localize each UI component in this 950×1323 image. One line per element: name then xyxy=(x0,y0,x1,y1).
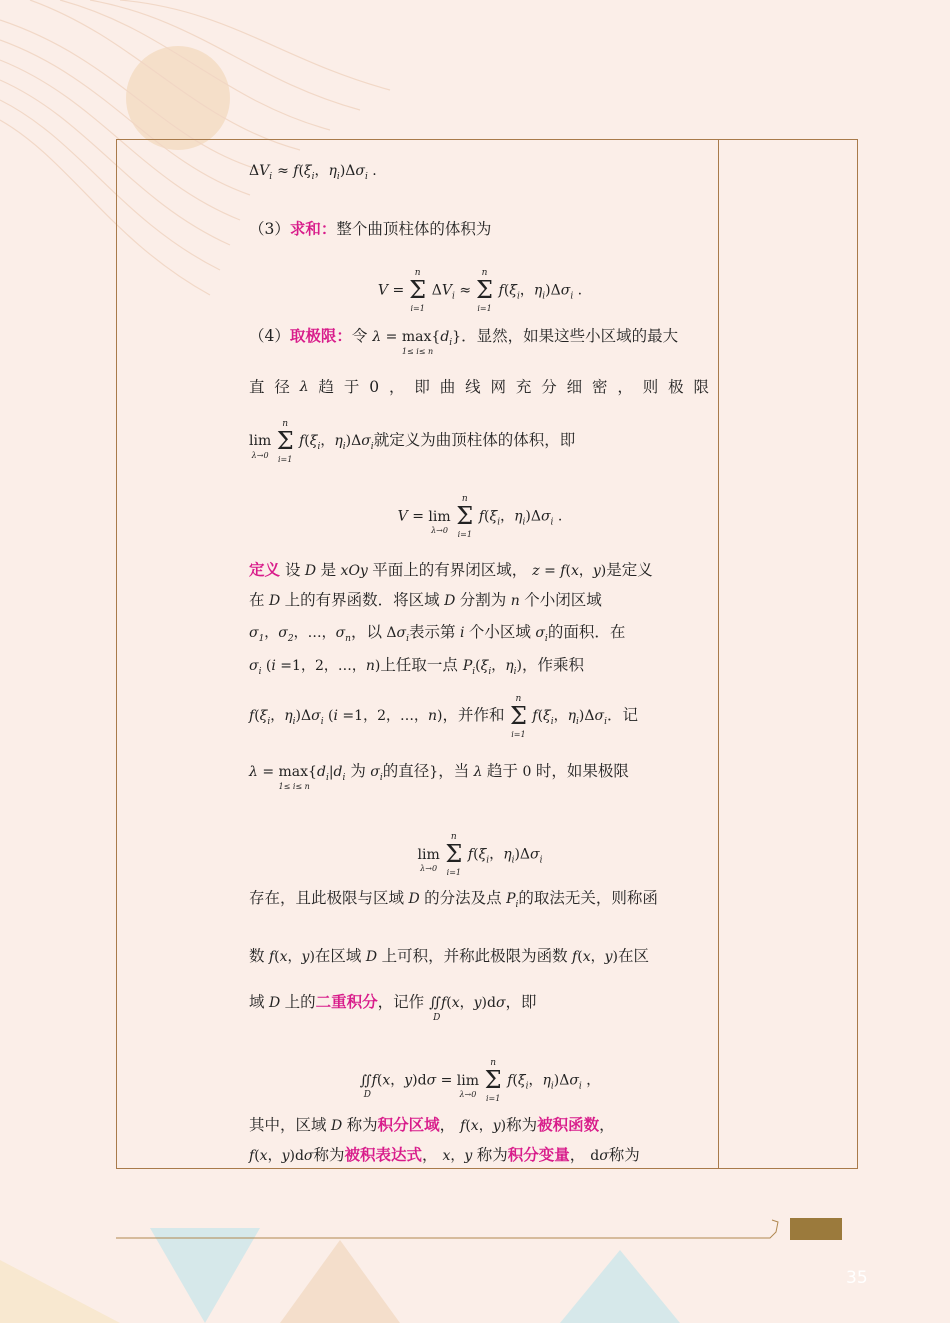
def-line9: 域 D 上的二重积分，记作 ∬ D f(x，y)dσ，即 xyxy=(249,992,537,1023)
step4-line2: 直 径 λ 趋 于 0 ， 即 曲 线 网 充 分 细 密 ， 则 极 限 xyxy=(249,378,709,396)
step4-title: 取极限： xyxy=(289,326,352,345)
step4-line1: （4）取极限：令 λ = max 1≤ i≤ n $\{d_i\}$．显然，如果这些小区域的最大 xyxy=(249,326,679,356)
term-integrand-expression: 被积表达式 xyxy=(344,1145,423,1164)
page-number: 35 xyxy=(846,1268,868,1288)
term-double-integral: 二重积分 xyxy=(315,992,378,1011)
content-table xyxy=(116,139,858,1169)
page-number-tab xyxy=(790,1218,842,1240)
definition-title: 定义 xyxy=(249,560,281,579)
term-integration-region: 积分区域 xyxy=(377,1115,440,1134)
step3-line: （3）求和：整个曲顶柱体的体积为 xyxy=(249,219,492,238)
main-column xyxy=(249,140,711,1168)
def-line3: $\sigma_1$，$\sigma_2$，…，$\sigma_n$，以 $\Delta\sigma_i$表示第 i 个小区域 $\sigma_i$的面积．在 xyxy=(249,623,626,644)
def-line4: $\sigma_i$ (i =1，2，…，n)上任取一点 $P_i(\xi_i$，$\eta_i$)，作乘积 xyxy=(249,656,584,677)
step3-formula: V = n Σ i=1 $\Delta V_i$ ≈ n Σ i=1 $f(\xi_i$，$\eta_i)\Delta\sigma_i$ . xyxy=(377,268,583,313)
column-divider xyxy=(718,140,719,1168)
def-line7: 存在，且此极限与区域 D 的分法及点 $P_i$的取法无关，则称函 xyxy=(249,889,658,910)
def-line8: 数 f(x，y)在区域 D 上可积，并称此极限为函数 f(x，y)在区 xyxy=(249,947,649,965)
def-line5: $f(\xi_i$，$\eta_i)\Delta\sigma_i$ (i =1，2，…，n)，并作和 n Σ i=1 $f(\xi_i$，$\eta_i)\Delta\sigma_i$．记 xyxy=(249,694,638,739)
def-line10: 其中，区域 D 称为积分区域， f(x，y)称为被积函数， xyxy=(249,1115,615,1134)
def-limit-formula: lim λ→0 n Σ i=1 $f(\xi_i$，$\eta_i)\Delta\sigma_i$ xyxy=(417,832,543,877)
term-integrand: 被积函数 xyxy=(537,1115,600,1134)
step4-formula: V = lim λ→0 n Σ i=1 $f(\xi_i$，$\eta_i)\Delta\sigma_i$ . xyxy=(397,494,563,539)
def-line6: λ = max 1≤ i≤ n {$d_i|d_i$ 为 $\sigma_i$的直径}，当 λ 趋于 0 时，如果极限 xyxy=(249,762,629,791)
double-integral-formula: ∬ D f(x，y)dσ = lim λ→0 n Σ i=1 $f(\xi_i$，$\eta_i)\Delta\sigma_i$ ， xyxy=(359,1058,601,1103)
step3-title: 求和： xyxy=(289,219,337,238)
def-line11: f(x，y)dσ称为被积表达式， x，y 称为积分变量， dσ称为 xyxy=(249,1145,640,1164)
step4-line3: lim λ→0 n Σ i=1 $f(\xi_i$，$\eta_i)\Delta\sigma_i$就定义为曲顶柱体的体积，即 xyxy=(249,419,576,464)
def-line2: 在 D 上的有界函数．将区域 D 分割为 n 个小闭区域 xyxy=(249,591,602,609)
term-integration-variable: 积分变量 xyxy=(507,1145,570,1164)
step2-formula: $\Delta V_i \approx f(\xi_i$，$\eta_i)\Delta\sigma_i$ . xyxy=(249,163,377,182)
def-line1: 定义 设 D 是 xOy 平面上的有界闭区域， z = f(x，y)是定义 xyxy=(249,560,653,579)
